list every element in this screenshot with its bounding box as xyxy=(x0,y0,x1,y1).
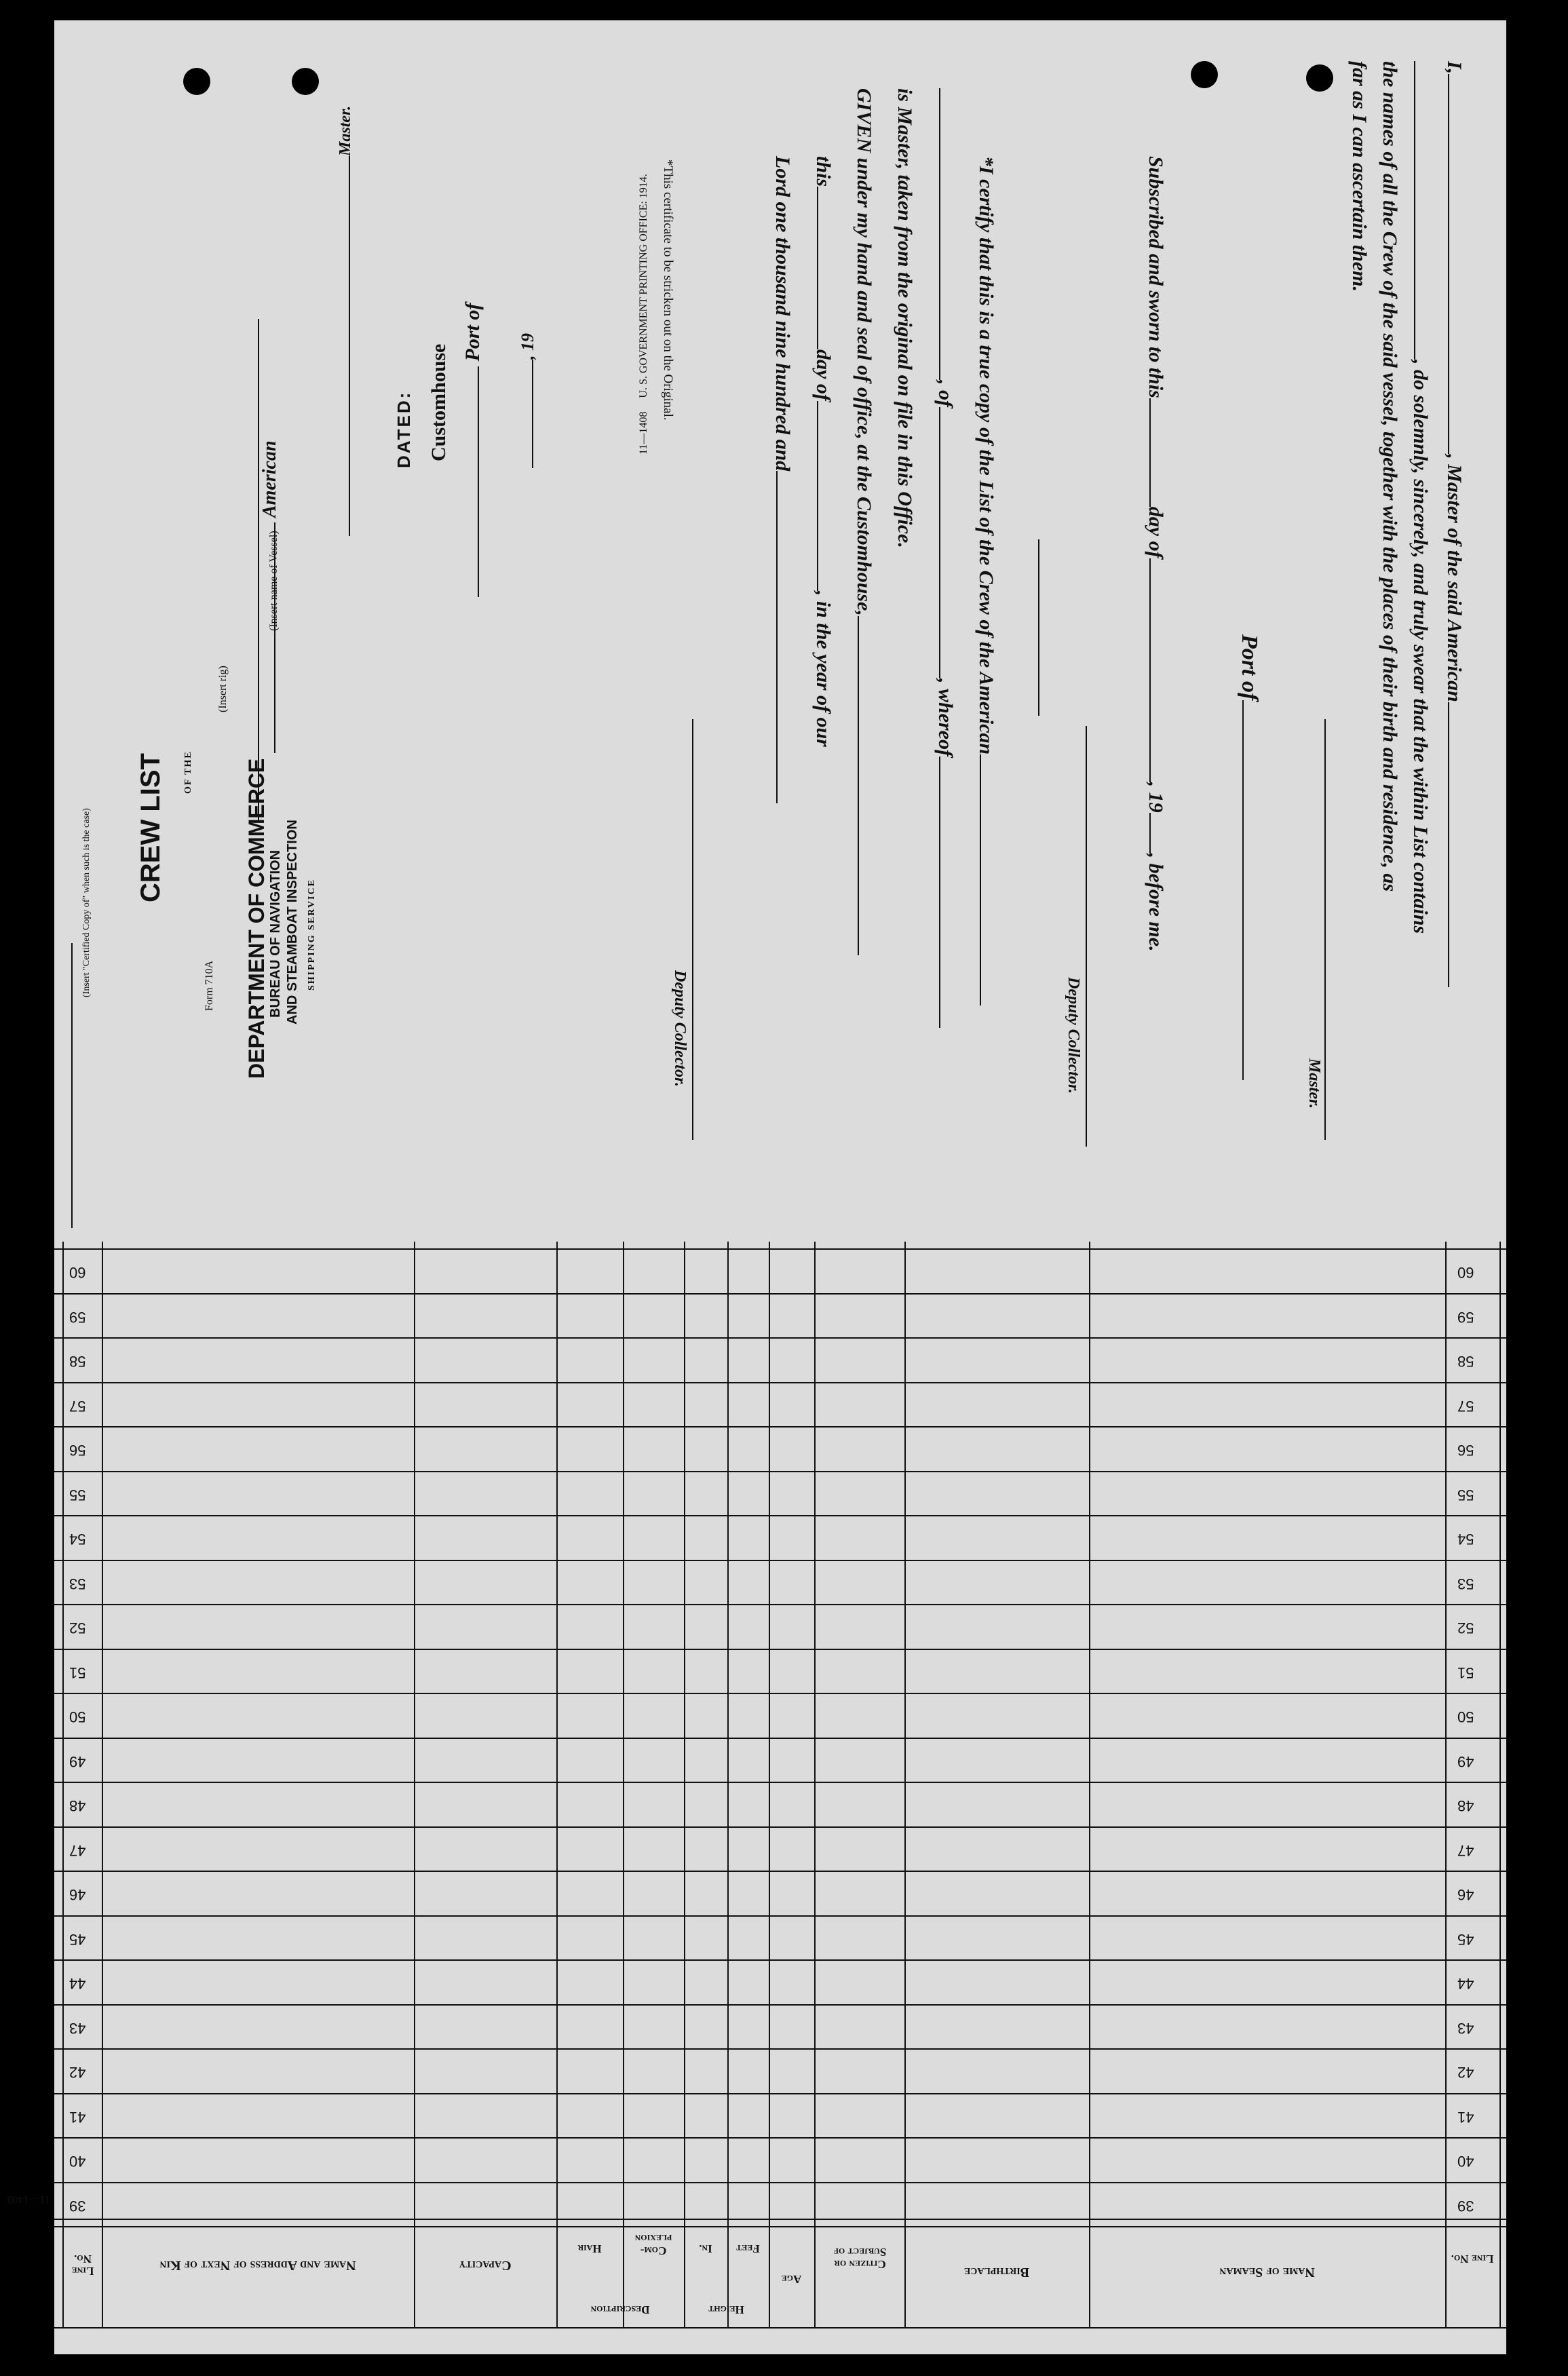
cover-customhouse: Customhouse xyxy=(427,343,450,461)
row-number: 42 xyxy=(1457,2064,1474,2081)
table-row xyxy=(54,1871,1506,1872)
table-top-rule xyxy=(54,1248,1506,1250)
row-number: 50 xyxy=(1457,1708,1474,1725)
row-number: 45 xyxy=(1457,1930,1474,1948)
row-number: 44 xyxy=(69,1975,86,1992)
col-rule xyxy=(102,1242,103,2327)
header-line-no: Line No. xyxy=(1451,2253,1494,2265)
header-citizen: Citizen or Subject of xyxy=(833,2246,887,2271)
table-row xyxy=(54,1959,1506,1961)
oath-line-1: I,, Master of the said American xyxy=(1442,61,1466,987)
table-row xyxy=(54,2004,1506,2006)
certificate-line-4: GIVEN under my hand and seal of office, at the Customhouse, xyxy=(852,88,875,955)
cover-form-number: Form 710A xyxy=(204,960,215,1011)
header-description: Description xyxy=(590,2303,650,2316)
deputy-signature-line-2 xyxy=(692,719,693,1140)
header-birthplace: Birthplace xyxy=(963,2265,1030,2280)
row-number: 44 xyxy=(1457,1975,1474,1992)
row-number: 39 xyxy=(1457,2197,1474,2215)
cover-crew-list: CREW LIST xyxy=(136,753,166,902)
master-signature-line xyxy=(1324,719,1326,1140)
row-number: 54 xyxy=(69,1531,86,1548)
row-number: 49 xyxy=(1457,1752,1474,1770)
cover-insert-certified: (Insert "Certified Copy of" when such is the case) xyxy=(81,808,92,997)
table-row xyxy=(54,1649,1506,1650)
header-hair: Hair xyxy=(577,2242,602,2255)
row-number: 59 xyxy=(1457,1308,1474,1326)
table-row xyxy=(54,2093,1506,2094)
cover-year: , 19 xyxy=(516,333,538,468)
row-number: 40 xyxy=(1457,2153,1474,2170)
row-number: 53 xyxy=(69,1575,86,1592)
col-rule xyxy=(814,1242,816,2327)
table-row xyxy=(54,1337,1506,1339)
row-number: 59 xyxy=(69,1308,86,1326)
certificate-footnote: *This certificate to be stricken out on the Original. xyxy=(661,159,675,421)
deputy-collector-label-2: Deputy Collector. xyxy=(671,970,689,1087)
table-row xyxy=(54,1693,1506,1694)
row-number: 60 xyxy=(1457,1264,1474,1281)
row-number: 57 xyxy=(69,1397,86,1415)
row-number: 48 xyxy=(1457,1797,1474,1814)
certificate-line-3: is Master, taken from the original on file in this Office. xyxy=(894,88,916,548)
oath-port: Port of xyxy=(1236,634,1262,1080)
row-number: 48 xyxy=(69,1797,86,1814)
cover-dated: DATED: xyxy=(394,390,414,468)
table-row xyxy=(54,1604,1506,1605)
certificate-line-2: , of, whereof xyxy=(934,88,957,1028)
cover-of-the: OF THE xyxy=(183,750,193,794)
table-print-number: 11—1408 xyxy=(7,2193,50,2205)
crew-table xyxy=(7,1242,1506,2334)
header-feet: Feet xyxy=(736,2242,760,2255)
cover-insert-vessel: (Insert name of Vessel) xyxy=(268,531,280,631)
table-row xyxy=(54,2182,1506,2183)
header-complexion: Com- plexion xyxy=(634,2232,672,2257)
row-number: 58 xyxy=(1457,1353,1474,1370)
table-bottom-rule xyxy=(54,2327,1506,2329)
row-number: 45 xyxy=(69,1930,86,1948)
row-number: 51 xyxy=(69,1664,86,1681)
header-height: Height xyxy=(708,2303,744,2316)
row-number: 47 xyxy=(1457,1841,1474,1859)
col-rule xyxy=(623,1242,624,2327)
cover-bureau-1: BUREAU OF NAVIGATION xyxy=(268,849,283,1018)
cover-american: American xyxy=(258,440,281,753)
row-number: 57 xyxy=(1457,1397,1474,1415)
table-row xyxy=(54,2048,1506,2050)
oath-line-2: , do solemnly, sincerely, and truly swear that the within List contains xyxy=(1409,61,1432,934)
subscribed-line: Subscribed and sworn to thisday of, 19, before me. xyxy=(1145,156,1167,952)
col-rule xyxy=(414,1242,415,2327)
table-row xyxy=(54,1471,1506,1472)
table-row xyxy=(54,2137,1506,2139)
cover-bureau-2: AND STEAMBOAT INSPECTION xyxy=(285,820,300,1024)
row-number: 58 xyxy=(69,1353,86,1370)
col-rule xyxy=(904,1242,906,2327)
col-rule xyxy=(1499,1242,1501,2327)
cover-master: Master. xyxy=(332,106,355,536)
row-number: 42 xyxy=(69,2064,86,2081)
row-number: 54 xyxy=(1457,1531,1474,1548)
oath-line-4: far as I can ascertain them. xyxy=(1348,61,1371,292)
table-row xyxy=(54,1382,1506,1383)
printer-imprint: 11—1408 U. S. GOVERNMENT PRINTING OFFICE: 1914. xyxy=(638,174,649,455)
certificate-line-6: Lord one thousand nine hundred and xyxy=(771,156,794,803)
deputy-collector-label-1: Deputy Collector. xyxy=(1065,977,1082,1094)
row-number: 52 xyxy=(1457,1620,1474,1636)
row-number: 52 xyxy=(69,1620,86,1636)
cover-shipping-service: SHIPPING SERVICE xyxy=(307,879,317,991)
certificate-line-5: thisday of, in the year of our xyxy=(812,156,835,747)
row-number: 55 xyxy=(1457,1486,1474,1503)
cover-port: Port of xyxy=(461,303,484,597)
row-number: 43 xyxy=(1457,2019,1474,2037)
row-number: 43 xyxy=(69,2019,86,2037)
table-row xyxy=(54,2226,1506,2227)
row-number: 40 xyxy=(69,2153,86,2170)
col-rule xyxy=(556,1242,558,2327)
certificate-line-1: *I certify that this is a true copy of the List of the Crew of the American xyxy=(974,156,997,1005)
col-rule xyxy=(769,1242,770,2327)
table-header-rule xyxy=(54,2219,1506,2220)
table-row xyxy=(54,1426,1506,1427)
header-line-no-left: Line No. xyxy=(71,2253,94,2278)
row-number: 39 xyxy=(69,2197,86,2215)
oath-line-3: the names of all the Crew of the said vessel, together with the places of their birth and residence, as xyxy=(1379,61,1401,892)
cover-department: DEPARTMENT OF COMMERCE xyxy=(244,758,269,1079)
row-number: 53 xyxy=(1457,1575,1474,1592)
cover-insert-rig: (Insert rig) xyxy=(217,666,229,712)
header-in: In. xyxy=(699,2242,712,2255)
table-row xyxy=(54,1293,1506,1295)
row-number: 47 xyxy=(69,1841,86,1859)
table-row xyxy=(54,1560,1506,1561)
row-number: 46 xyxy=(1457,1886,1474,1903)
crew-list-page xyxy=(7,20,1506,2354)
table-row xyxy=(54,1826,1506,1828)
row-number: 50 xyxy=(69,1708,86,1725)
table-row xyxy=(54,1915,1506,1917)
header-name-of-seaman: Name of Seaman xyxy=(1219,2265,1315,2280)
row-number: 41 xyxy=(69,2108,86,2126)
row-number: 56 xyxy=(69,1442,86,1459)
header-age: Age xyxy=(781,2273,802,2286)
header-next-of-kin: Name and Address of Next of Kin xyxy=(159,2258,356,2273)
row-number: 56 xyxy=(1457,1442,1474,1459)
master-label: Master. xyxy=(1305,1058,1323,1109)
row-number: 49 xyxy=(69,1752,86,1770)
oath-and-cover-section xyxy=(54,20,1506,1228)
row-number: 55 xyxy=(69,1486,86,1503)
cover-rule xyxy=(71,943,73,1228)
col-rule xyxy=(1089,1242,1090,2327)
col-rule xyxy=(684,1242,685,2327)
col-rule xyxy=(1445,1242,1447,2327)
row-number: 60 xyxy=(69,1264,86,1281)
seal-line xyxy=(1038,539,1039,716)
table-row xyxy=(54,1782,1506,1783)
row-number: 41 xyxy=(1457,2108,1474,2126)
header-capacity: Capacity xyxy=(459,2258,512,2273)
table-row xyxy=(54,1515,1506,1516)
col-rule xyxy=(727,1242,729,2327)
row-number: 51 xyxy=(1457,1664,1474,1681)
table-row xyxy=(54,1738,1506,1739)
deputy-signature-line-1 xyxy=(1086,726,1087,1147)
row-number: 46 xyxy=(69,1886,86,1903)
col-rule xyxy=(62,1242,64,2327)
